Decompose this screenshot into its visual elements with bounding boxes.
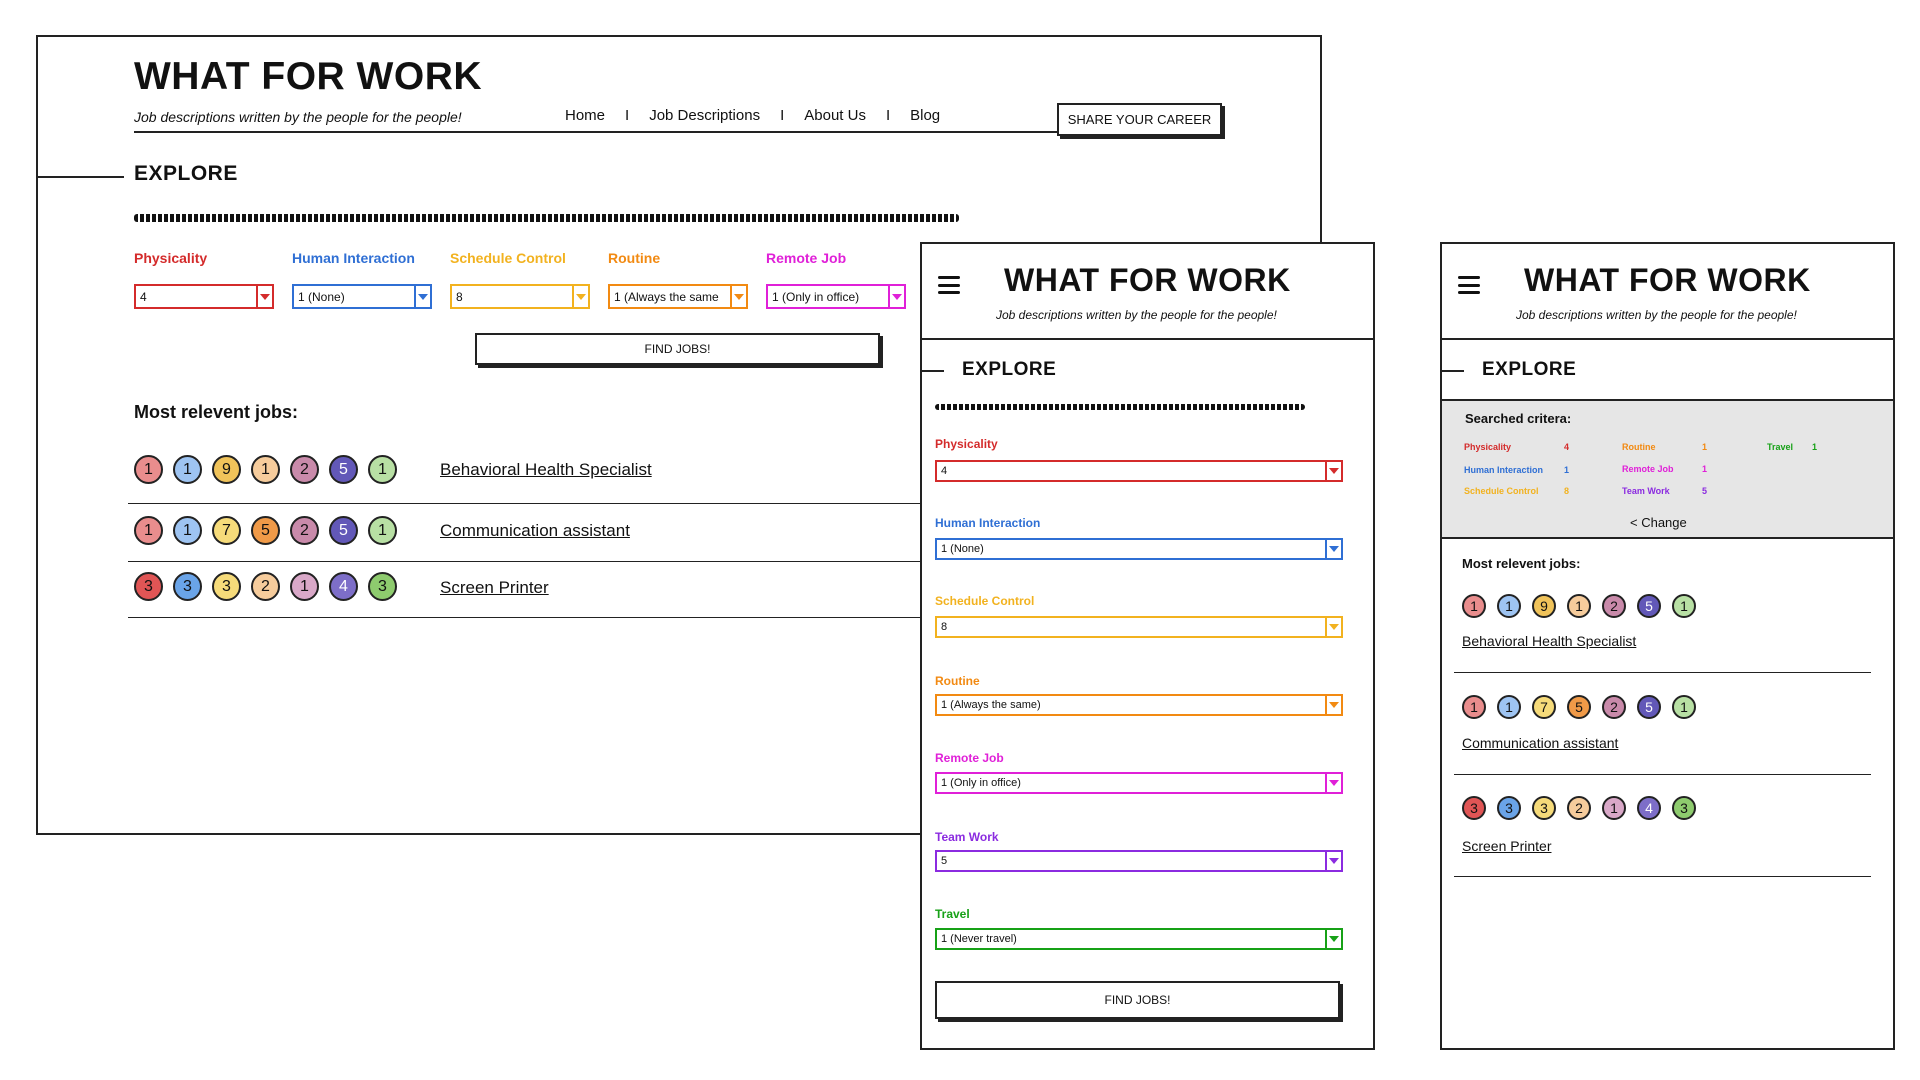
- tagline: Job descriptions written by the people for the people!: [1516, 308, 1797, 322]
- score-circle: 2: [290, 516, 319, 545]
- score-circle: 4: [1637, 796, 1661, 820]
- criteria-label-schedule-control: Schedule Control: [1464, 486, 1539, 496]
- filter-label-schedule-control: Schedule Control: [935, 594, 1035, 608]
- share-career-button[interactable]: SHARE YOUR CAREER: [1057, 103, 1222, 136]
- main-nav: [565, 107, 940, 124]
- mobile-wireframe-results: [1440, 242, 1895, 1050]
- job-score-circles: [1462, 796, 1696, 820]
- chevron-down-icon: [1325, 696, 1341, 714]
- score-circle: 2: [1602, 594, 1626, 618]
- site-title[interactable]: WHAT FOR WORK: [1524, 262, 1811, 298]
- score-circle: 5: [1637, 594, 1661, 618]
- tagline: Job descriptions written by the people for the people!: [134, 109, 462, 125]
- criteria-value-travel: 1: [1812, 442, 1818, 452]
- score-circle: 3: [1462, 796, 1486, 820]
- hamburger-menu-icon[interactable]: [938, 276, 960, 294]
- score-circle: 1: [173, 516, 202, 545]
- score-circle: 9: [212, 455, 241, 484]
- chevron-down-icon: [1325, 462, 1341, 480]
- criteria-label-human-interaction: Human Interaction: [1464, 465, 1544, 475]
- row-divider: [1454, 876, 1871, 877]
- nav-blog[interactable]: Blog: [910, 107, 941, 124]
- score-circle: 5: [1567, 695, 1591, 719]
- score-circle: 1: [1672, 594, 1696, 618]
- score-circle: 2: [1567, 796, 1591, 820]
- nav-separator: I: [625, 107, 630, 124]
- score-circle: 2: [290, 455, 319, 484]
- score-circle: 1: [1497, 695, 1521, 719]
- score-circle: 3: [134, 572, 163, 601]
- score-circle: 1: [290, 572, 319, 601]
- score-circle: 1: [1462, 695, 1486, 719]
- job-score-circles: [134, 572, 397, 601]
- chevron-down-icon: [256, 286, 272, 307]
- score-circle: 7: [1532, 695, 1556, 719]
- chevron-down-icon: [414, 286, 430, 307]
- nav-about-us[interactable]: About Us: [804, 107, 866, 124]
- filter-label-human-interaction: Human Interaction: [292, 250, 415, 266]
- human-interaction-select[interactable]: 1 (None): [935, 538, 1343, 560]
- travel-select[interactable]: 1 (Never travel): [935, 928, 1343, 950]
- job-link-communication-assistant[interactable]: Communication assistant: [440, 521, 630, 540]
- criteria-label-routine: Routine: [1622, 442, 1656, 452]
- row-divider: [128, 503, 928, 504]
- nav-separator: I: [885, 107, 891, 124]
- criteria-label-remote-job: Remote Job: [1622, 464, 1674, 474]
- score-circle: 1: [251, 455, 280, 484]
- searched-criteria-panel: [1442, 399, 1893, 539]
- section-marker: [922, 370, 944, 372]
- score-circle: 1: [173, 455, 202, 484]
- score-circle: 3: [212, 572, 241, 601]
- chevron-down-icon: [1325, 930, 1341, 948]
- filter-label-schedule-control: Schedule Control: [450, 250, 566, 266]
- human-interaction-select[interactable]: 1 (None): [292, 284, 432, 309]
- explore-heading: EXPLORE: [962, 359, 1057, 380]
- job-link-behavioral-health-specialist[interactable]: Behavioral Health Specialist: [1462, 633, 1637, 649]
- header-rule: [134, 131, 1074, 133]
- remote-job-select[interactable]: 1 (Only in office): [935, 772, 1343, 794]
- score-circle: 1: [1602, 796, 1626, 820]
- score-circle: 4: [329, 572, 358, 601]
- find-jobs-button[interactable]: FIND JOBS!: [475, 333, 880, 365]
- filter-label-human-interaction: Human Interaction: [935, 516, 1041, 530]
- job-link-screen-printer[interactable]: Screen Printer: [440, 578, 549, 597]
- row-divider: [128, 561, 928, 562]
- filter-label-physicality: Physicality: [134, 250, 208, 266]
- row-divider: [128, 617, 928, 618]
- filter-label-travel: Travel: [935, 907, 970, 921]
- team-work-select[interactable]: 5: [935, 850, 1343, 872]
- site-title[interactable]: WHAT FOR WORK: [1004, 262, 1291, 298]
- schedule-control-select[interactable]: 8: [450, 284, 590, 309]
- chevron-down-icon: [730, 286, 746, 307]
- score-circle: 1: [368, 516, 397, 545]
- placeholder-text-scribble: [935, 404, 1305, 410]
- site-title[interactable]: WHAT FOR WORK: [134, 55, 483, 98]
- criteria-value-schedule-control: 8: [1564, 486, 1570, 496]
- section-marker: [36, 176, 124, 178]
- score-circle: 3: [368, 572, 397, 601]
- criteria-value-routine: 1: [1702, 442, 1708, 452]
- row-divider: [1454, 774, 1871, 775]
- header-rule: [922, 338, 1373, 340]
- job-link-screen-printer[interactable]: Screen Printer: [1462, 838, 1552, 854]
- score-circle: 3: [1532, 796, 1556, 820]
- hamburger-menu-icon[interactable]: [1458, 276, 1480, 294]
- job-score-circles: [1462, 695, 1696, 719]
- criteria-label-travel: Travel: [1767, 442, 1794, 452]
- job-score-circles: [134, 516, 397, 545]
- filter-label-routine: Routine: [608, 250, 661, 266]
- chevron-down-icon: [1325, 540, 1341, 558]
- criteria-value-remote-job: 1: [1702, 464, 1708, 474]
- chevron-down-icon: [888, 286, 904, 307]
- score-circle: 1: [134, 455, 163, 484]
- score-circle: 1: [134, 516, 163, 545]
- section-marker: [1442, 370, 1464, 372]
- remote-job-select[interactable]: 1 (Only in office): [766, 284, 906, 309]
- mobile-wireframe-filters: [920, 242, 1375, 1050]
- nav-job-descriptions[interactable]: Job Descriptions: [649, 107, 761, 124]
- criteria-label-physicality: Physicality: [1464, 442, 1512, 452]
- jobs-heading: Most relevent jobs:: [134, 402, 299, 422]
- row-divider: [1454, 672, 1871, 673]
- score-circle: 1: [1567, 594, 1591, 618]
- chevron-down-icon: [1325, 618, 1341, 636]
- score-circle: 5: [1637, 695, 1661, 719]
- score-circle: 5: [329, 516, 358, 545]
- score-circle: 5: [329, 455, 358, 484]
- filter-label-remote-job: Remote Job: [935, 751, 1004, 765]
- job-link-behavioral-health-specialist[interactable]: Behavioral Health Specialist: [440, 460, 652, 479]
- placeholder-text-scribble: [134, 214, 959, 222]
- score-circle: 3: [173, 572, 202, 601]
- score-circle: 9: [1532, 594, 1556, 618]
- job-score-circles: [1462, 594, 1696, 618]
- routine-select[interactable]: 1 (Always the same): [935, 694, 1343, 716]
- score-circle: 1: [1672, 695, 1696, 719]
- criteria-heading: Searched critera:: [1465, 411, 1572, 426]
- job-link-communication-assistant[interactable]: Communication assistant: [1462, 735, 1619, 751]
- jobs-heading: Most relevent jobs:: [1462, 556, 1581, 571]
- filter-label-remote-job: Remote Job: [766, 250, 847, 266]
- score-circle: 1: [368, 455, 397, 484]
- score-circle: 1: [1497, 594, 1521, 618]
- routine-select[interactable]: 1 (Always the same: [608, 284, 748, 309]
- physicality-select[interactable]: 4: [134, 284, 274, 309]
- change-criteria-link[interactable]: < Change: [1630, 515, 1687, 530]
- nav-home[interactable]: Home: [565, 107, 606, 124]
- criteria-value-physicality: 4: [1564, 442, 1570, 452]
- score-circle: 2: [1602, 695, 1626, 719]
- chevron-down-icon: [1325, 852, 1341, 870]
- score-circle: 3: [1672, 796, 1696, 820]
- physicality-select[interactable]: 4: [935, 460, 1343, 482]
- score-circle: 2: [251, 572, 280, 601]
- score-circle: 5: [251, 516, 280, 545]
- tagline: Job descriptions written by the people for the people!: [996, 308, 1277, 322]
- find-jobs-button[interactable]: FIND JOBS!: [935, 981, 1340, 1019]
- header-rule: [1442, 338, 1893, 340]
- criteria-value-human-interaction: 1: [1564, 465, 1570, 475]
- chevron-down-icon: [1325, 774, 1341, 792]
- job-score-circles: [134, 455, 397, 484]
- explore-heading: EXPLORE: [1482, 359, 1577, 380]
- explore-heading: EXPLORE: [134, 162, 238, 185]
- nav-separator: I: [780, 107, 785, 124]
- filter-label-physicality: Physicality: [935, 437, 998, 451]
- filter-label-team-work: Team Work: [935, 830, 999, 844]
- chevron-down-icon: [572, 286, 588, 307]
- score-circle: 3: [1497, 796, 1521, 820]
- criteria-value-team-work: 5: [1702, 486, 1708, 496]
- score-circle: 1: [1462, 594, 1486, 618]
- score-circle: 7: [212, 516, 241, 545]
- filter-label-routine: Routine: [935, 674, 980, 688]
- criteria-label-team-work: Team Work: [1622, 486, 1670, 496]
- schedule-control-select[interactable]: 8: [935, 616, 1343, 638]
